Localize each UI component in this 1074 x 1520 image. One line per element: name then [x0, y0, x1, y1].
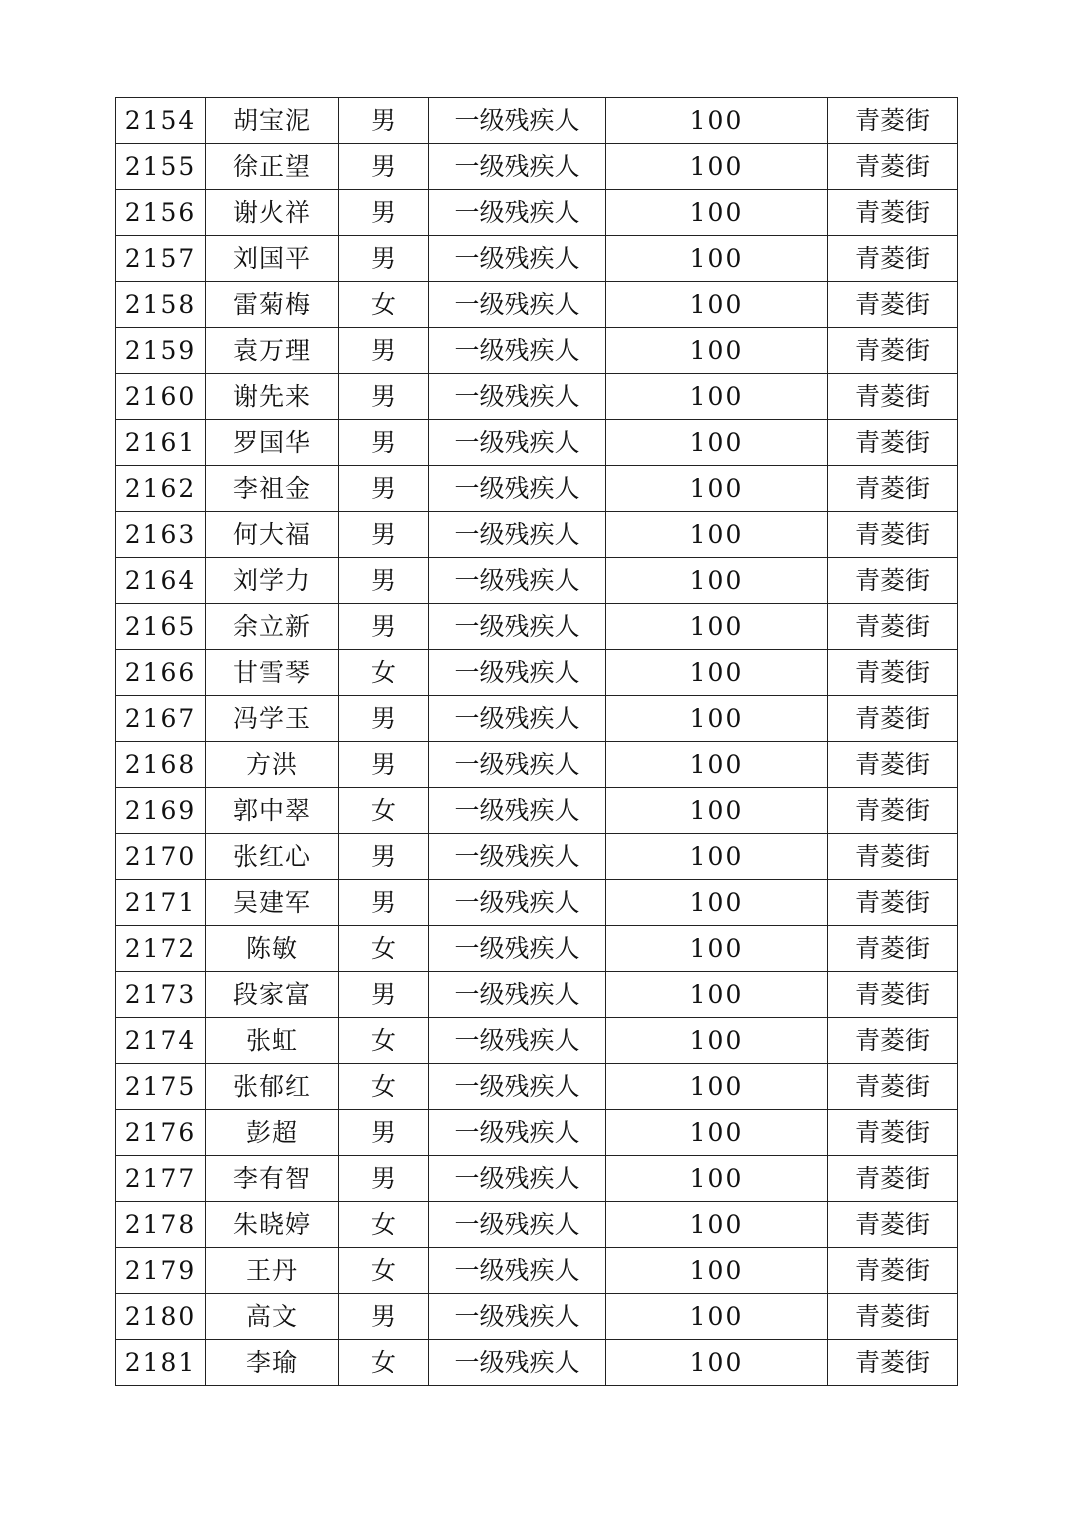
gender-cell: 女	[339, 1018, 429, 1064]
category-cell: 一级残疾人	[429, 972, 606, 1018]
table-row	[116, 466, 958, 512]
table-row	[116, 420, 958, 466]
street-cell: 青菱街	[828, 1294, 958, 1340]
street-cell: 青菱街	[828, 834, 958, 880]
street-cell: 青菱街	[828, 236, 958, 282]
category-cell: 一级残疾人	[429, 1018, 606, 1064]
street-cell: 青菱街	[828, 788, 958, 834]
name-cell: 胡宝泥	[206, 98, 339, 144]
amount-cell: 100	[606, 328, 828, 374]
name-cell: 甘雪琴	[206, 650, 339, 696]
serial-number-cell: 2161	[116, 420, 206, 466]
amount-cell: 100	[606, 512, 828, 558]
table-row	[116, 972, 958, 1018]
table-row	[116, 1340, 958, 1386]
table-row	[116, 696, 958, 742]
gender-cell: 男	[339, 834, 429, 880]
table-row	[116, 1018, 958, 1064]
street-cell: 青菱街	[828, 144, 958, 190]
table-row	[116, 328, 958, 374]
serial-number-cell: 2170	[116, 834, 206, 880]
street-cell: 青菱街	[828, 972, 958, 1018]
gender-cell: 男	[339, 972, 429, 1018]
table-row	[116, 144, 958, 190]
serial-number-cell: 2167	[116, 696, 206, 742]
name-cell: 朱晓婷	[206, 1202, 339, 1248]
street-cell: 青菱街	[828, 98, 958, 144]
name-cell: 陈敏	[206, 926, 339, 972]
gender-cell: 男	[339, 236, 429, 282]
serial-number-cell: 2171	[116, 880, 206, 926]
category-cell: 一级残疾人	[429, 1248, 606, 1294]
serial-number-cell: 2165	[116, 604, 206, 650]
name-cell: 袁万理	[206, 328, 339, 374]
street-cell: 青菱街	[828, 282, 958, 328]
table-row	[116, 282, 958, 328]
serial-number-cell: 2166	[116, 650, 206, 696]
table-row	[116, 880, 958, 926]
name-cell: 高文	[206, 1294, 339, 1340]
serial-number-cell: 2155	[116, 144, 206, 190]
name-cell: 张虹	[206, 1018, 339, 1064]
category-cell: 一级残疾人	[429, 420, 606, 466]
street-cell: 青菱街	[828, 742, 958, 788]
category-cell: 一级残疾人	[429, 144, 606, 190]
street-cell: 青菱街	[828, 1018, 958, 1064]
name-cell: 段家富	[206, 972, 339, 1018]
amount-cell: 100	[606, 972, 828, 1018]
gender-cell: 女	[339, 1064, 429, 1110]
amount-cell: 100	[606, 742, 828, 788]
gender-cell: 男	[339, 328, 429, 374]
amount-cell: 100	[606, 466, 828, 512]
name-cell: 余立新	[206, 604, 339, 650]
street-cell: 青菱街	[828, 558, 958, 604]
street-cell: 青菱街	[828, 374, 958, 420]
category-cell: 一级残疾人	[429, 742, 606, 788]
table-row	[116, 1110, 958, 1156]
amount-cell: 100	[606, 604, 828, 650]
category-cell: 一级残疾人	[429, 650, 606, 696]
name-cell: 方洪	[206, 742, 339, 788]
serial-number-cell: 2157	[116, 236, 206, 282]
table-row	[116, 98, 958, 144]
name-cell: 郭中翠	[206, 788, 339, 834]
amount-cell: 100	[606, 788, 828, 834]
gender-cell: 男	[339, 1110, 429, 1156]
table-row	[116, 374, 958, 420]
table-row	[116, 190, 958, 236]
amount-cell: 100	[606, 834, 828, 880]
table-row	[116, 742, 958, 788]
serial-number-cell: 2169	[116, 788, 206, 834]
category-cell: 一级残疾人	[429, 1202, 606, 1248]
table-body	[116, 98, 958, 1386]
street-cell: 青菱街	[828, 650, 958, 696]
gender-cell: 男	[339, 1294, 429, 1340]
gender-cell: 男	[339, 420, 429, 466]
street-cell: 青菱街	[828, 926, 958, 972]
street-cell: 青菱街	[828, 696, 958, 742]
category-cell: 一级残疾人	[429, 696, 606, 742]
street-cell: 青菱街	[828, 328, 958, 374]
name-cell: 李祖金	[206, 466, 339, 512]
gender-cell: 女	[339, 926, 429, 972]
table-row	[116, 604, 958, 650]
street-cell: 青菱街	[828, 466, 958, 512]
gender-cell: 男	[339, 558, 429, 604]
street-cell: 青菱街	[828, 190, 958, 236]
category-cell: 一级残疾人	[429, 1340, 606, 1386]
street-cell: 青菱街	[828, 1202, 958, 1248]
category-cell: 一级残疾人	[429, 236, 606, 282]
serial-number-cell: 2156	[116, 190, 206, 236]
table-row	[116, 1294, 958, 1340]
gender-cell: 男	[339, 190, 429, 236]
table-row	[116, 650, 958, 696]
category-cell: 一级残疾人	[429, 374, 606, 420]
name-cell: 李瑜	[206, 1340, 339, 1386]
amount-cell: 100	[606, 190, 828, 236]
category-cell: 一级残疾人	[429, 328, 606, 374]
name-cell: 彭超	[206, 1110, 339, 1156]
category-cell: 一级残疾人	[429, 466, 606, 512]
table-row	[116, 236, 958, 282]
street-cell: 青菱街	[828, 1248, 958, 1294]
category-cell: 一级残疾人	[429, 1156, 606, 1202]
street-cell: 青菱街	[828, 512, 958, 558]
street-cell: 青菱街	[828, 1156, 958, 1202]
name-cell: 徐正望	[206, 144, 339, 190]
name-cell: 何大福	[206, 512, 339, 558]
gender-cell: 男	[339, 742, 429, 788]
amount-cell: 100	[606, 880, 828, 926]
serial-number-cell: 2177	[116, 1156, 206, 1202]
gender-cell: 男	[339, 374, 429, 420]
name-cell: 雷菊梅	[206, 282, 339, 328]
serial-number-cell: 2163	[116, 512, 206, 558]
amount-cell: 100	[606, 144, 828, 190]
amount-cell: 100	[606, 98, 828, 144]
amount-cell: 100	[606, 1110, 828, 1156]
amount-cell: 100	[606, 558, 828, 604]
street-cell: 青菱街	[828, 880, 958, 926]
category-cell: 一级残疾人	[429, 558, 606, 604]
name-cell: 张红心	[206, 834, 339, 880]
gender-cell: 女	[339, 1340, 429, 1386]
serial-number-cell: 2180	[116, 1294, 206, 1340]
serial-number-cell: 2168	[116, 742, 206, 788]
category-cell: 一级残疾人	[429, 926, 606, 972]
gender-cell: 女	[339, 282, 429, 328]
table-row	[116, 558, 958, 604]
serial-number-cell: 2173	[116, 972, 206, 1018]
name-cell: 罗国华	[206, 420, 339, 466]
street-cell: 青菱街	[828, 1064, 958, 1110]
beneficiary-table	[115, 97, 958, 1386]
serial-number-cell: 2154	[116, 98, 206, 144]
serial-number-cell: 2160	[116, 374, 206, 420]
category-cell: 一级残疾人	[429, 282, 606, 328]
category-cell: 一级残疾人	[429, 98, 606, 144]
name-cell: 李有智	[206, 1156, 339, 1202]
name-cell: 刘学力	[206, 558, 339, 604]
gender-cell: 女	[339, 1248, 429, 1294]
amount-cell: 100	[606, 1248, 828, 1294]
name-cell: 张郁红	[206, 1064, 339, 1110]
name-cell: 谢先来	[206, 374, 339, 420]
category-cell: 一级残疾人	[429, 1064, 606, 1110]
amount-cell: 100	[606, 420, 828, 466]
amount-cell: 100	[606, 1340, 828, 1386]
amount-cell: 100	[606, 1294, 828, 1340]
table-row	[116, 512, 958, 558]
name-cell: 谢火祥	[206, 190, 339, 236]
gender-cell: 男	[339, 98, 429, 144]
table-row	[116, 788, 958, 834]
gender-cell: 男	[339, 466, 429, 512]
amount-cell: 100	[606, 374, 828, 420]
street-cell: 青菱街	[828, 1340, 958, 1386]
gender-cell: 男	[339, 880, 429, 926]
table-row	[116, 926, 958, 972]
category-cell: 一级残疾人	[429, 788, 606, 834]
category-cell: 一级残疾人	[429, 190, 606, 236]
amount-cell: 100	[606, 650, 828, 696]
street-cell: 青菱街	[828, 1110, 958, 1156]
amount-cell: 100	[606, 282, 828, 328]
name-cell: 刘国平	[206, 236, 339, 282]
gender-cell: 女	[339, 788, 429, 834]
amount-cell: 100	[606, 1018, 828, 1064]
serial-number-cell: 2179	[116, 1248, 206, 1294]
amount-cell: 100	[606, 926, 828, 972]
serial-number-cell: 2159	[116, 328, 206, 374]
gender-cell: 女	[339, 1202, 429, 1248]
amount-cell: 100	[606, 1202, 828, 1248]
name-cell: 冯学玉	[206, 696, 339, 742]
serial-number-cell: 2172	[116, 926, 206, 972]
gender-cell: 男	[339, 604, 429, 650]
table-row	[116, 1202, 958, 1248]
amount-cell: 100	[606, 696, 828, 742]
serial-number-cell: 2164	[116, 558, 206, 604]
table-row	[116, 834, 958, 880]
gender-cell: 女	[339, 650, 429, 696]
amount-cell: 100	[606, 1064, 828, 1110]
street-cell: 青菱街	[828, 420, 958, 466]
table-row	[116, 1248, 958, 1294]
amount-cell: 100	[606, 236, 828, 282]
category-cell: 一级残疾人	[429, 880, 606, 926]
category-cell: 一级残疾人	[429, 604, 606, 650]
serial-number-cell: 2175	[116, 1064, 206, 1110]
amount-cell: 100	[606, 1156, 828, 1202]
category-cell: 一级残疾人	[429, 834, 606, 880]
serial-number-cell: 2158	[116, 282, 206, 328]
gender-cell: 男	[339, 512, 429, 558]
category-cell: 一级残疾人	[429, 1110, 606, 1156]
serial-number-cell: 2176	[116, 1110, 206, 1156]
serial-number-cell: 2174	[116, 1018, 206, 1064]
table-row	[116, 1156, 958, 1202]
gender-cell: 男	[339, 1156, 429, 1202]
gender-cell: 男	[339, 696, 429, 742]
name-cell: 吴建军	[206, 880, 339, 926]
street-cell: 青菱街	[828, 604, 958, 650]
serial-number-cell: 2178	[116, 1202, 206, 1248]
serial-number-cell: 2181	[116, 1340, 206, 1386]
category-cell: 一级残疾人	[429, 512, 606, 558]
name-cell: 王丹	[206, 1248, 339, 1294]
table-row	[116, 1064, 958, 1110]
serial-number-cell: 2162	[116, 466, 206, 512]
gender-cell: 男	[339, 144, 429, 190]
category-cell: 一级残疾人	[429, 1294, 606, 1340]
